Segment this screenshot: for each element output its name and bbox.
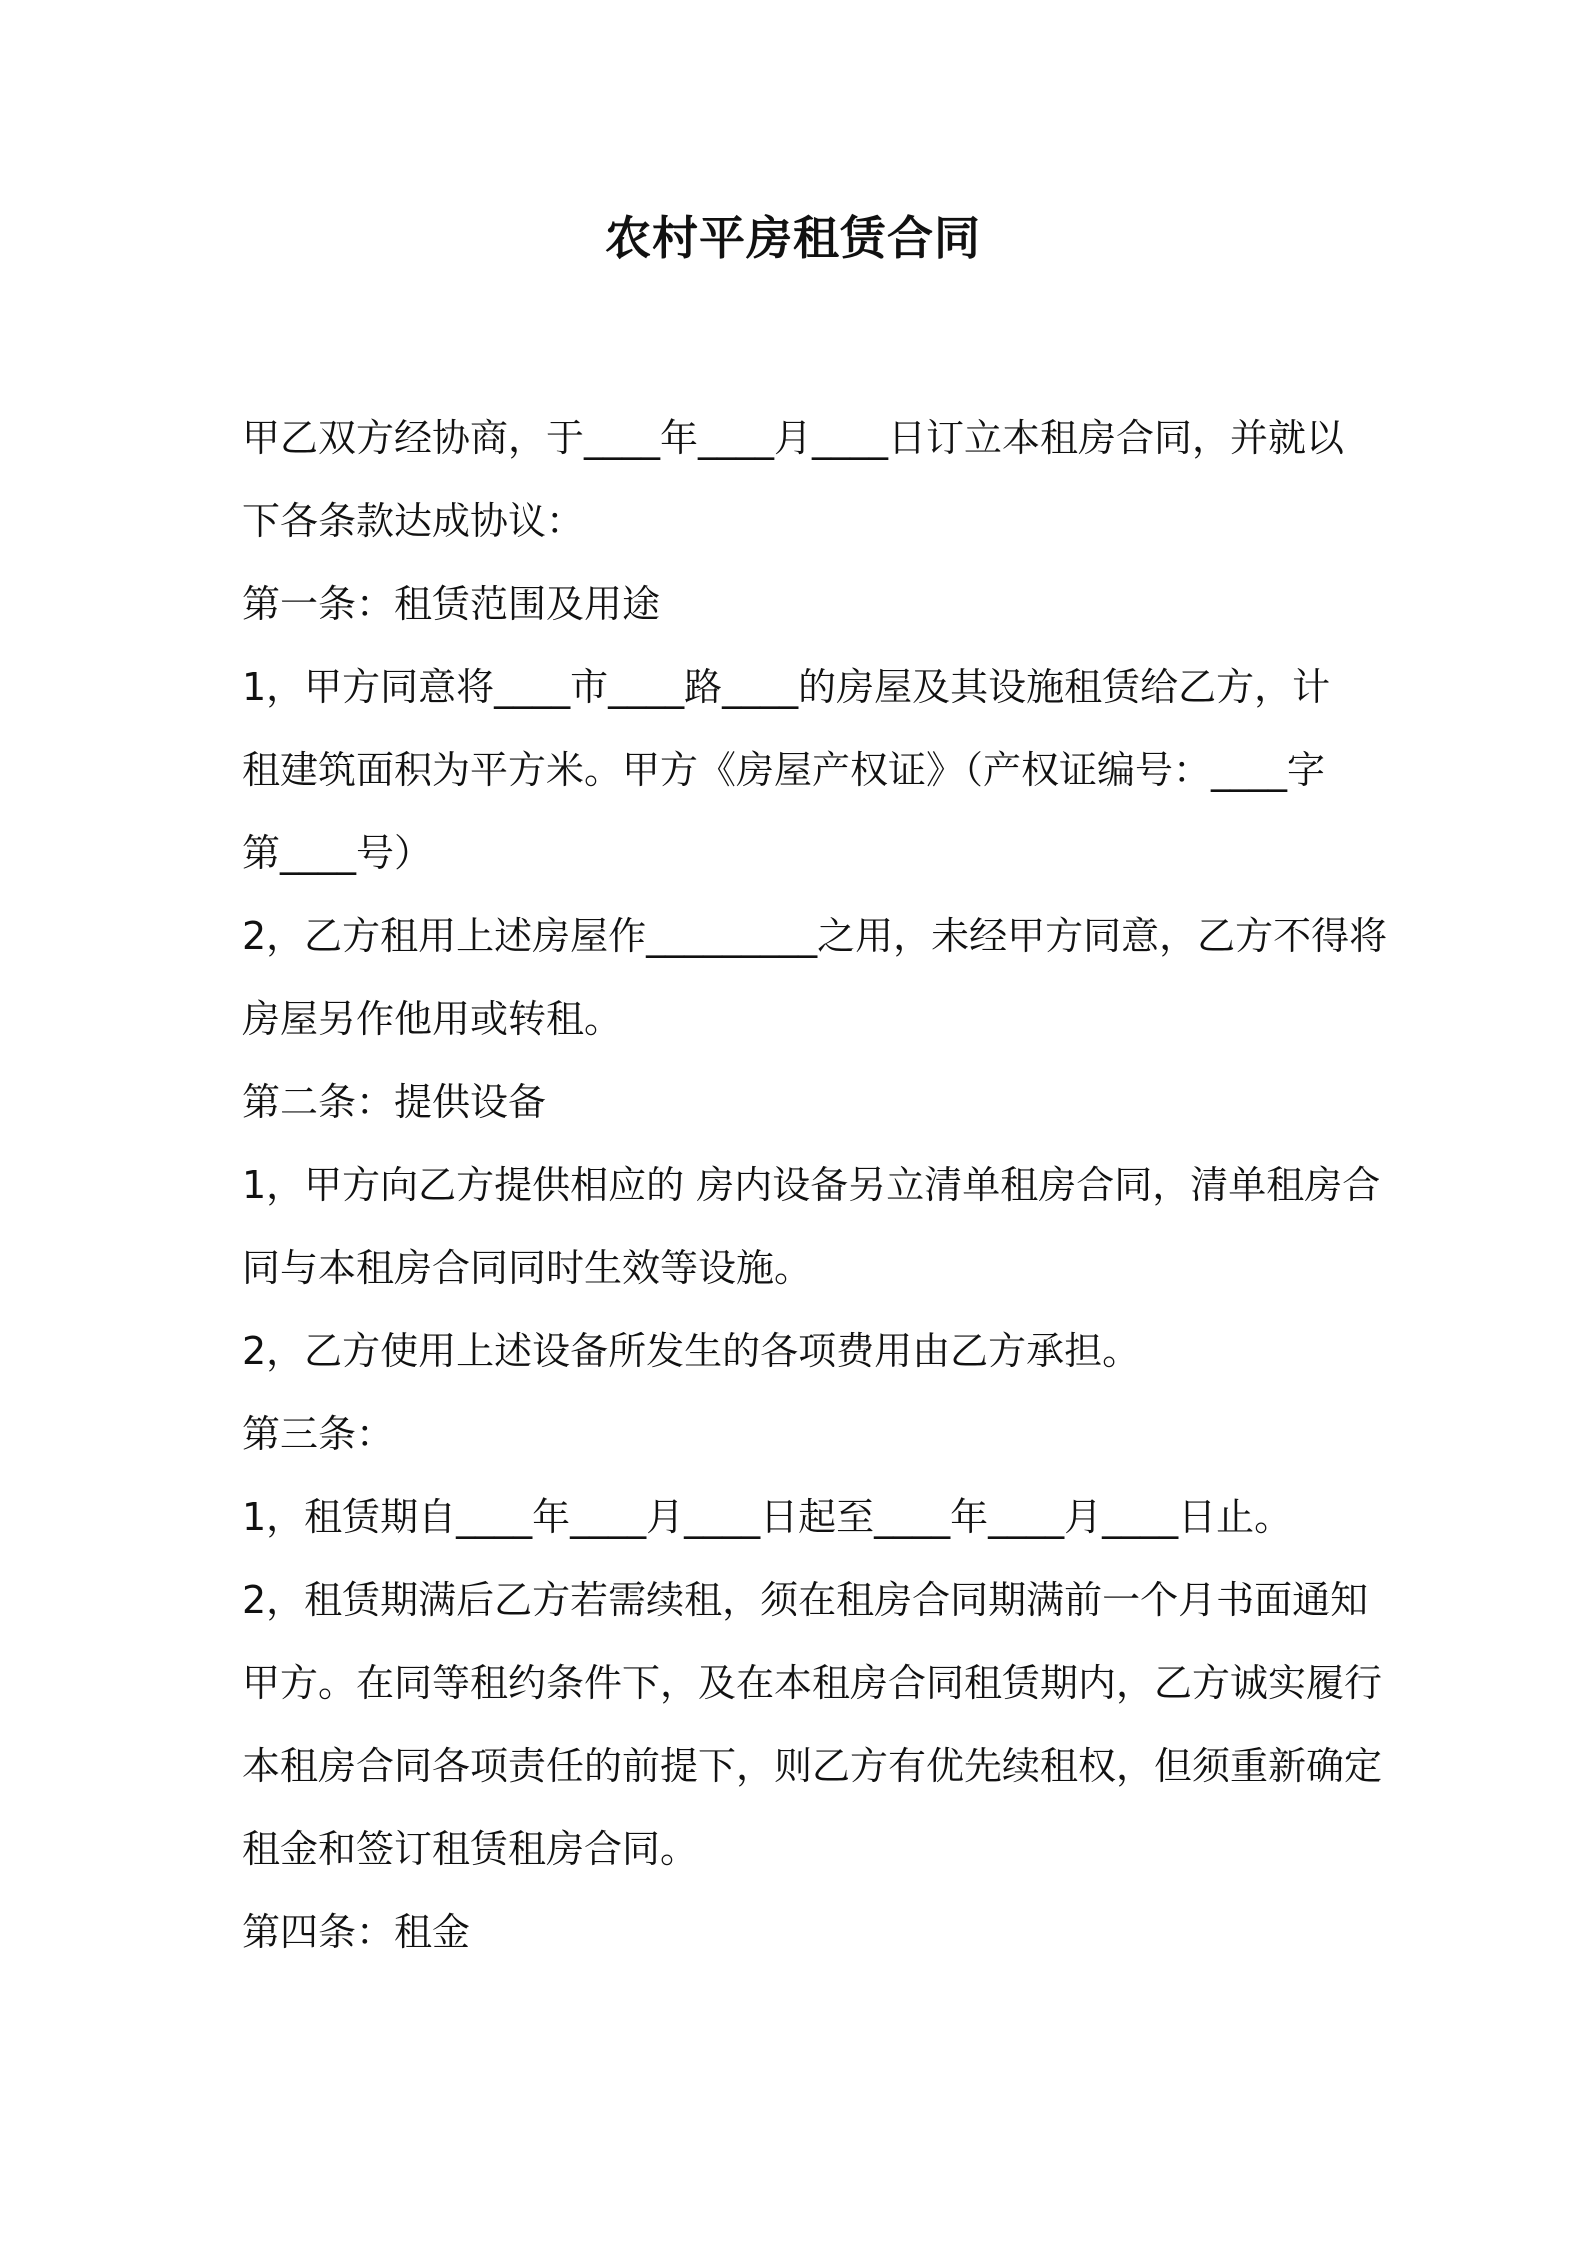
paragraph-line: 2，租赁期满后乙方若需续租，须在租房合同期满前一个月书面通知 xyxy=(242,1578,1369,1622)
paragraph-line: 租金和签订租赁租房合同。 xyxy=(242,1827,699,1871)
paragraph-line: 1，甲方向乙方提供相应的 房内设备另立清单租房合同，清单租房合 xyxy=(242,1163,1381,1207)
paragraph-line: 房屋另作他用或转租。 xyxy=(242,997,623,1041)
section-heading-3: 第三条： xyxy=(242,1412,395,1456)
section-heading-2: 第二条：提供设备 xyxy=(242,1080,547,1124)
paragraph-line: 甲乙双方经协商，于____年____月____日订立本租房合同，并就以 xyxy=(242,416,1345,460)
paragraph-line: 1，租赁期自____年____月____日起至____年____月____日止。 xyxy=(242,1495,1293,1539)
paragraph-line: 1，甲方同意将____市____路____的房屋及其设施租赁给乙方，计 xyxy=(242,665,1331,709)
paragraph-line: 租建筑面积为平方米。甲方《房屋产权证》（产权证编号：____字 xyxy=(242,748,1326,792)
paragraph-line: 本租房合同各项责任的前提下，则乙方有优先续租权，但须重新确定 xyxy=(242,1744,1383,1788)
paragraph-line: 下各条款达成协议： xyxy=(242,499,585,543)
section-heading-4: 第四条：租金 xyxy=(242,1910,471,1954)
paragraph-line: 同与本租房合同同时生效等设施。 xyxy=(242,1246,813,1290)
section-heading-1: 第一条：租赁范围及用途 xyxy=(242,582,661,626)
paragraph-line: 甲方。在同等租约条件下，及在本租房合同租赁期内，乙方诚实履行 xyxy=(242,1661,1383,1705)
paragraph-line: 2，乙方租用上述房屋作_________之用，未经甲方同意，乙方不得将 xyxy=(242,914,1388,958)
document-title: 农村平房租赁合同 xyxy=(605,211,981,265)
paragraph-line: 第____号） xyxy=(242,831,433,875)
paragraph-line: 2，乙方使用上述设备所发生的各项费用由乙方承担。 xyxy=(242,1329,1141,1373)
